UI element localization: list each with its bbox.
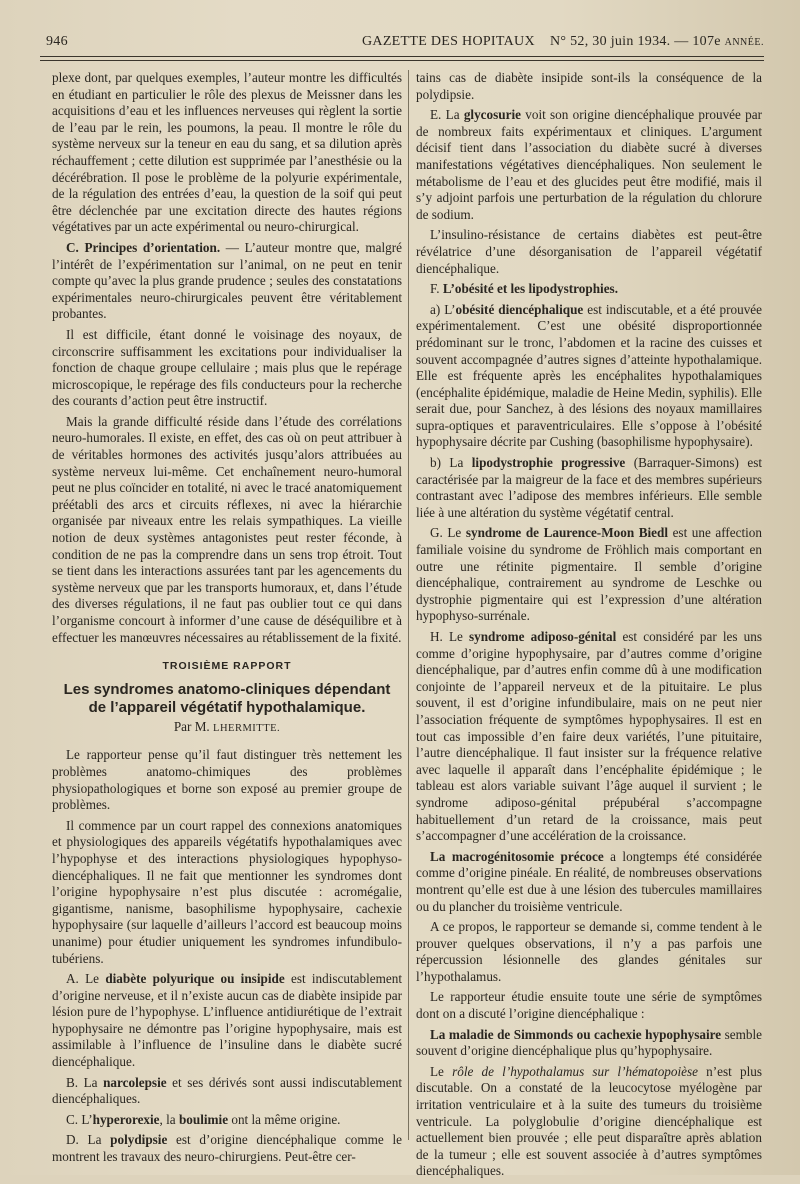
author-name: LHERMITTE.	[213, 722, 281, 734]
column-divider	[408, 70, 409, 1140]
paragraph: G. Le syndrome de Laurence-Moon Biedl est une affection familiale voisine du syndrome de Fröhlich mais comportant en outre une rétinite pigmentaire. Il semble d’origine diencéphalique, contrairement au syndrome de Leschke ou dystrophie pigmentaire qui est l’expression d’une altération hypophyso-surrénale.	[416, 525, 762, 624]
section-label: TROISIÈME RAPPORT	[162, 660, 292, 673]
article-title-line-2: de l’appareil végétatif hypothalamique.	[88, 698, 366, 716]
issue-date: N° 52, 30 juin 1934. — 107e	[549, 34, 721, 49]
paragraph: B. La narcolepsie et ses dérivés sont aussi indiscutablement diencéphaliques.	[52, 1074, 402, 1107]
author-line: Par M. LHERMITTE.	[173, 718, 281, 734]
paragraph: La maladie de Simmonds ou cachexie hypophysaire semble souvent d’origine diencéphalique plus qu’hypophysaire.	[416, 1026, 762, 1059]
subheading: C. Principes d’orientation.	[66, 239, 221, 255]
subheading: L’obésité et les lipodystrophies.	[442, 281, 618, 297]
issue-info	[550, 34, 764, 50]
paragraph: H. Le syndrome adiposo-génital est considéré par les uns comme d’origine hypophysaire, par d’autres comme d’origine diencéphalique, par d’autres enfin comme dû à une modification conjointe de l’appareil nerveux et de la pituitaire. Le plus souvent, il est d’origine infundibulaire, mais on ne peut nier l’association fréquente de symptômes hypophysaires. Il est en tout cas impossible d’en faire deux variétés, l’une pituitaire, l’autre diencéphalique. Il faut insister sur la fréquence relative avec laquelle il apparaît dans l’encéphalite épidémique ; le tableau est alors variable suivant l’âge auquel il survient ; le syndrome adiposo-génital prépubéral s’accompagne habituellement d’un retard de la croissance, mais peut s’accompagner d’une accélération de la croissance.	[416, 629, 762, 844]
paragraph: C. Principes d’orientation. — L’auteur montre que, malgré l’intérêt de l’expérimentation sur l’animal, on ne peut en tenir compte qu’avec la plus grande prudence ; seules des constatations expérimentales neuro-chirurgicales peuvent être véritablement probantes.	[52, 239, 402, 322]
page-header	[40, 34, 764, 52]
paragraph: Mais la grande difficulté réside dans l’étude des corrélations neuro-humorales. Il existe, en effet, des cas où on peut attribuer à de véritables hormones des activités jusqu’alors attribuées au système nerveux lui-même. Cet enchaînement neuro-humoral peut ne plus coïncider en totalité, ni avec le tracé anatomiquement préétabli des arcs et circuits réflexes, ni avec la hiérarchie organisée par niveaux entre les relais sympathiques. La vieille notion de deux systèmes antagonistes peut rester féconde, à condition de ne pas la comprendre dans un sens trop étroit. Tout se tient dans les interactions assurées tant par les agencements du système nerveux que par les transports humoraux, et, dans l’étude des diverses régulations, il ne faut pas oublier tout ce qui dans l’organisme concourt à informer d’une cause de déséquilibre et à effectuer les manœuvres nécessaires au rétablissement de la fixité.	[52, 413, 402, 645]
paragraph: tains cas de diabète insipide sont-ils la conséquence de la polydipsie.	[416, 70, 762, 102]
paragraph: a) L’obésité diencéphalique est indiscutable, et a été prouvée expérimentalement. C’est une obésité disproportionnée prédominant sur le tronc, l’abdomen et la racine des cuisses et souvent accompagnée d’autres signes d’atteinte hypothalamique. Elle est fréquente après les encéphalites hypothalamiques (encéphalite épidémique, maladie de Heine Medin, syphilis). Elle serait due, pour Sanchez, à des lésions des noyaux mamillaires supra-optiques et paraventriculaires. Elle s’oppose à l’obésité hypophysaire décrite par Cushing (basophilisme hypophysaire).	[416, 301, 763, 450]
paragraph: A ce propos, le rapporteur se demande si, comme tendent à le prouver quelques observations, il n’y a pas parfois une répercussion lésionnelle des glandes génitales sur l’hypothalamus.	[416, 919, 762, 984]
paragraph: C. L’hyperorexie, la boulimie ont la même origine.	[66, 1111, 341, 1127]
header-rule-thick	[40, 56, 764, 57]
paragraph: La macrogénitosomie précoce a longtemps été considérée comme d’origine pinéale. En réalité, de nombreuses observations montrent qu’elle est due à une lésion des tubercules mamillaires ou du plancher du troisième ventricule.	[416, 848, 762, 914]
issue-annee: ANNÉE.	[724, 37, 764, 48]
paragraph: D. La polydipsie est d’origine diencéphalique comme le montrent les travaux des neuro-chirurgiens. Peut-être cer-	[52, 1132, 402, 1165]
paragraph: Il est difficile, étant donné le voisinage des noyaux, de circonscrire suffisamment les excitations pour individualiser la fonction de chaque groupe cellulaire ; mais plus que le repérage microscopique, le repérage des fils conducteurs pour la recherche des courants d’action peut être instructif.	[52, 326, 402, 409]
header-rule-thin	[40, 60, 764, 61]
article-title	[52, 681, 402, 717]
paragraph: Il commence par un court rappel des connexions anatomiques et physiologiques des appareils végétatifs hypothalamiques avec l’hypophyse et des interactions physiologiques hypophyso-diencéphaliques. Il ne fait que mentionner les syndromes dont l’origine hypophysaire n’est plus discutée : acromégalie, gigantisme, nanisme, basophilisme hypophysaire, cachexie hypophysaire (sur laquelle d’ailleurs l’accord est beaucoup moins unanime) pour étudier uniquement les syndromes infundibulo-tubériens.	[52, 817, 402, 966]
paragraph: Le rapporteur étudie ensuite toute une série de symptômes dont on a discuté l’origine diencéphalique :	[416, 989, 762, 1022]
paragraph: b) La lipodystrophie progressive (Barraquer-Simons) est caractérisée par la maigreur de la face et des membres supérieurs contrastant avec l’adipose des membres inférieurs. Elle semble liée à une altération du système végétatif central.	[416, 455, 762, 520]
paragraph: plexe dont, par quelques exemples, l’auteur montre les difficultés en étudiant en particulier le rôle des plexus de Meissner dans les acquisitions d’eau et les influences nerveuses qui règlent la sortie de l’eau par le rein, les poumons, la peau. Il montre le rôle du système nerveux sur la teneur en eau du sang, et sa dilution après réchauffement ; cette dilution est supprimée par l’anesthésie ou la décérébration. Il pose le problème de la polyurie expérimentale, de la régulation des entrées d’eau, la question de la soif qui peut être déclenchée par une excitation directe des hautes régions végétatives par un acte expérimental ou neuro-chirurgical.	[52, 70, 402, 235]
paragraph: E. La glycosurie voit son origine diencéphalique prouvée par de nombreux faits expérimentaux et cliniques. L’argument décisif tient dans l’association du diabète sucré à diverses manifestations végétatives diencéphaliques. Non seulement le métabolisme de l’eau et des glucides peut être modifié, mais il s’y adjoint parfois une perturbation de la régulation du chlorure de sodium.	[416, 107, 762, 222]
paragraph: F. L’obésité et les lipodystrophies.	[430, 281, 618, 297]
left-column	[52, 70, 402, 1170]
paragraph: Le rôle de l’hypothalamus sur l’hématopoièse n’est plus discutable. On a constaté de la leucocytose myélogène par irritation ventriculaire et à la suite des tumeurs du troisième ventricule. La polyglobulie d’origine diencéphalique est actuellement bien prouvée ; elle peut disparaître après ablation de la tumeur ; elle est souvent associée à d’autres symptômes diencéphaliques.	[416, 1063, 762, 1179]
paragraph: Le rapporteur pense qu’il faut distinguer très nettement les problèmes anatomo-chimiques des problèmes physiopathologiques et borne son exposé au premier groupe de problèmes.	[52, 747, 402, 813]
right-column	[416, 70, 762, 1184]
article-title-line-1: Les syndromes anatomo-cliniques dépendant	[63, 680, 391, 698]
paragraph: A. Le diabète polyurique ou insipide est indiscutablement d’origine nerveuse, et il n’existe aucun cas de diabète insipide par lésion pure de l’hypophyse. L’influence antidiurétique de l’extrait hypophysaire ne démontre pas l’origine hypophysaire, mais est assimilable à l’influence de l’insuline dans le diabète sucré diencéphalique.	[52, 971, 402, 1070]
page-number: 946	[46, 34, 68, 49]
paragraph: L’insulino-résistance de certains diabètes est peut-être révélatrice d’une désorganisation de l’appareil végétatif diencéphalique.	[416, 227, 762, 276]
journal-title: GAZETTE DES HOPITAUX	[362, 34, 535, 49]
